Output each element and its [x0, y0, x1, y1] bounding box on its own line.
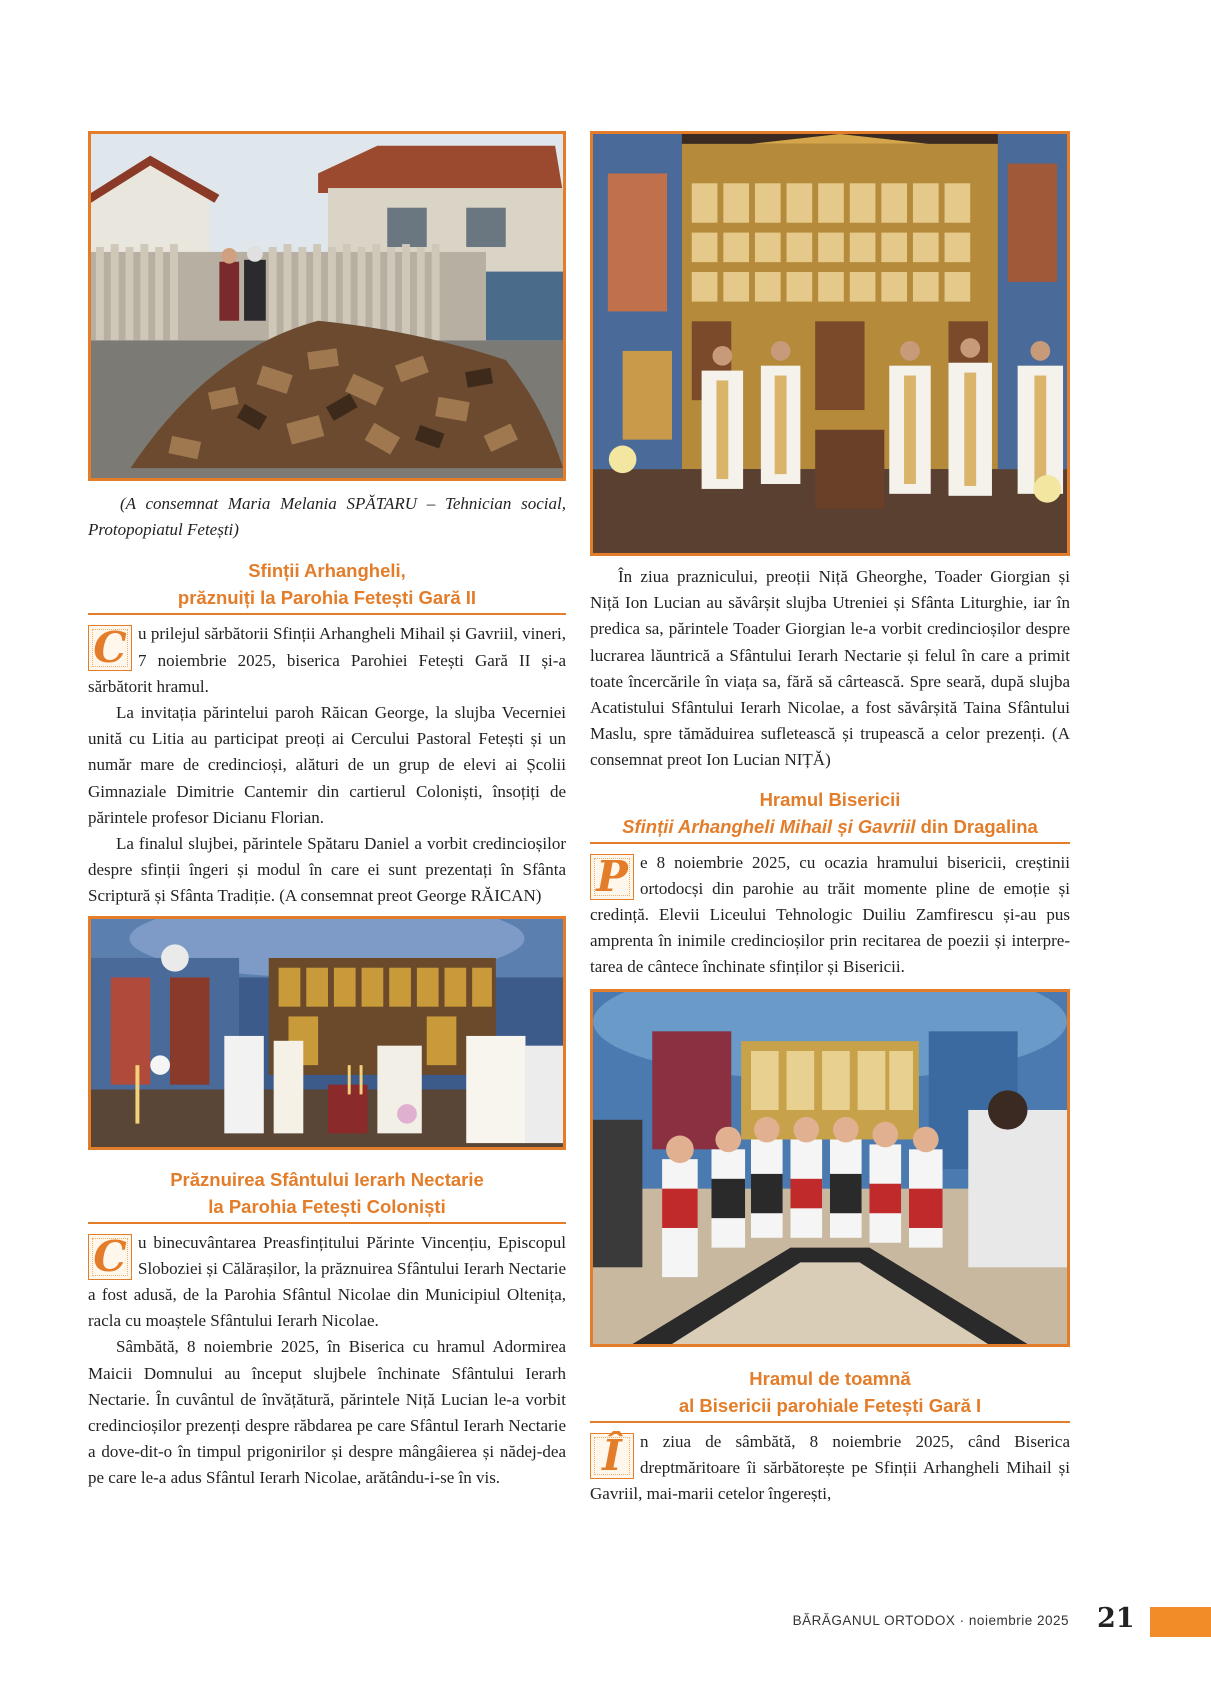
- article1-paragraph1: u prilejul sărbătorii Sfinții Arhangheli Mihail și Gavriil, vineri, 7 noiembrie 2025, biserica Parohiei Fetești Gară II și-a sărbătorit hramul.: [88, 624, 566, 696]
- article4-paragraph1: n ziua de sâmbătă, 8 noiembrie 2025, când Biserica dreptmăritoare îi sărbătorește pe Sfinții Arhangheli Mihail și Gavriil, mai-marii cetelor îngerești,: [590, 1431, 1070, 1504]
- article1-body: [88, 621, 566, 909]
- article2-heading: [88, 1166, 566, 1224]
- article2-title-line1: Prăznuirea Sfântului Ierarh Nectarie: [170, 1168, 484, 1190]
- article3-paragraph1: e 8 noiembrie 2025, cu ocazia hramului bisericii, creștinii ortodocși din parohie au trăit momente pline de emoție și credință. Elevii Liceului Tehnologic Duiliu Zamfirescu și-au pus amprenta în inimile credincioșilor prin recitarea de poezii și interpre-tarea de cântece închinate sfinților și Bisericii.: [590, 852, 1070, 977]
- article1-dropcap: C: [88, 625, 132, 671]
- publication-name: BĂRĂGANUL ORTODOX · noiembrie 2025: [792, 1613, 1069, 1628]
- article4-dropcap: Î: [590, 1433, 634, 1479]
- church-interior-illustration: [91, 919, 563, 1147]
- article3-dropcap: P: [590, 854, 634, 900]
- article2-paragraph1: u binecuvântarea Preasfințitului Părinte Vincențiu, Episcopul Sloboziei și Călărașilor, la prăznuirea Sfântului Ierarh Nectarie a fost adusă, de la Parohia Sfântul Nicolae din Municipiul Oltenița, racla cu moaștele Sfântului Ierarh Nicolae.: [88, 1232, 566, 1331]
- article1-title-line1: Sfinții Arhangheli,: [248, 560, 406, 582]
- article4-title-line2: al Bisericii parohiale Fetești Gară I: [678, 1394, 982, 1416]
- page-footer: [0, 1603, 1211, 1643]
- photo-firewood: [88, 131, 566, 481]
- article1-title-line2: prăznuiți la Parohia Fetești Gară II: [177, 587, 477, 609]
- article2-title-line2: la Parohia Fetești Coloniști: [208, 1195, 446, 1217]
- article3-title-line1: Hramul Bisericii: [759, 788, 901, 810]
- article4-body: [590, 1429, 1070, 1508]
- page-tab-marker: [1150, 1607, 1211, 1637]
- photo1-caption: (A consemnat Maria Melania SPĂTARU – Tehnician social, Protopopiatul Fetești): [88, 494, 566, 540]
- article1-paragraph3: La finalul slujbei, părintele Spătaru Daniel a vorbit credincioșilor despre sfinții îngeri și modul în care ei sunt prezentați în Sfânta Scriptură și Sfânta Tradiție. (A consemnat preot George RĂICAN): [88, 834, 566, 906]
- article2-dropcap: C: [88, 1234, 132, 1280]
- firewood-illustration: [91, 134, 563, 478]
- right-column: [590, 131, 1070, 1507]
- children-illustration: [593, 992, 1067, 1344]
- article3-title-rest: din Dragalina: [915, 815, 1038, 837]
- photo-iconostasis: [590, 131, 1070, 556]
- article3-heading: [590, 786, 1070, 844]
- article1-paragraph2: La invitația părintelui paroh Răican George, la slujba Vecerniei unită cu Litia au participat preoți ai Cercului Pastoral Fetești și un număr mare de credincioși, alături de un grup de elevi ai Școlii Gimnaziale Dimitrie Cantemir din cartierul Coloniști, însoțiți de părintele profesor Dicianu Florian.: [88, 703, 566, 827]
- page-number: 21: [1097, 1603, 1135, 1634]
- continuation-paragraph: În ziua praznicului, preoții Niță Gheorghe, Toader Giorgian și Niță Ion Lucian au săvârșit slujba Utreniei și Sfânta Liturghie, iar în predica sa, părintele Toader Giorgian le-a vorbit credincioșilor despre lucrarea lăuntrică a Sfântului Ierarh Nectarie și felul în care a primit toate încercările în viața sa, fără să cârtească. Spre seară, după slujba Acatistului Sfântului Ierarh Nicolae, a fost săvârșită Taina Sfântului Maslu, spre tămăduirea sufletească și trupească a celor prezenți. (A consemnat preot Ion Lucian NIȚĂ): [590, 567, 1070, 770]
- article2-body: [88, 1230, 566, 1492]
- article3-body: [590, 850, 1070, 981]
- article3-title-italic: Sfinții Arhangheli Mihail și Gavriil: [622, 815, 916, 837]
- iconostasis-illustration: [593, 134, 1067, 553]
- article3-title-line2: [590, 813, 1070, 840]
- article4-heading: [590, 1365, 1070, 1423]
- photo-church-interior-small: [88, 916, 566, 1150]
- article2-paragraph2: Sâmbătă, 8 noiembrie 2025, în Biserica cu hramul Adormirea Maicii Domnului au început slujbele închinate Sfântului Ierarh Nectarie. În cuvântul de învățătură, părintele Niță Lucian le-a vorbit credincioșilor prezenți despre răbdarea pe care Sfântul Ierarh Nectarie a dove-dit-o în timpul prigonirilor și despre mângâierea și nădej-dea pe care le-a adus Sfântul Ierarh Nicolae, arătându-i-se în vis.: [88, 1337, 566, 1488]
- article1-heading: [88, 557, 566, 615]
- left-column: [88, 131, 566, 1492]
- photo-children-church: [590, 989, 1070, 1347]
- article4-title-line1: Hramul de toamnă: [749, 1367, 911, 1389]
